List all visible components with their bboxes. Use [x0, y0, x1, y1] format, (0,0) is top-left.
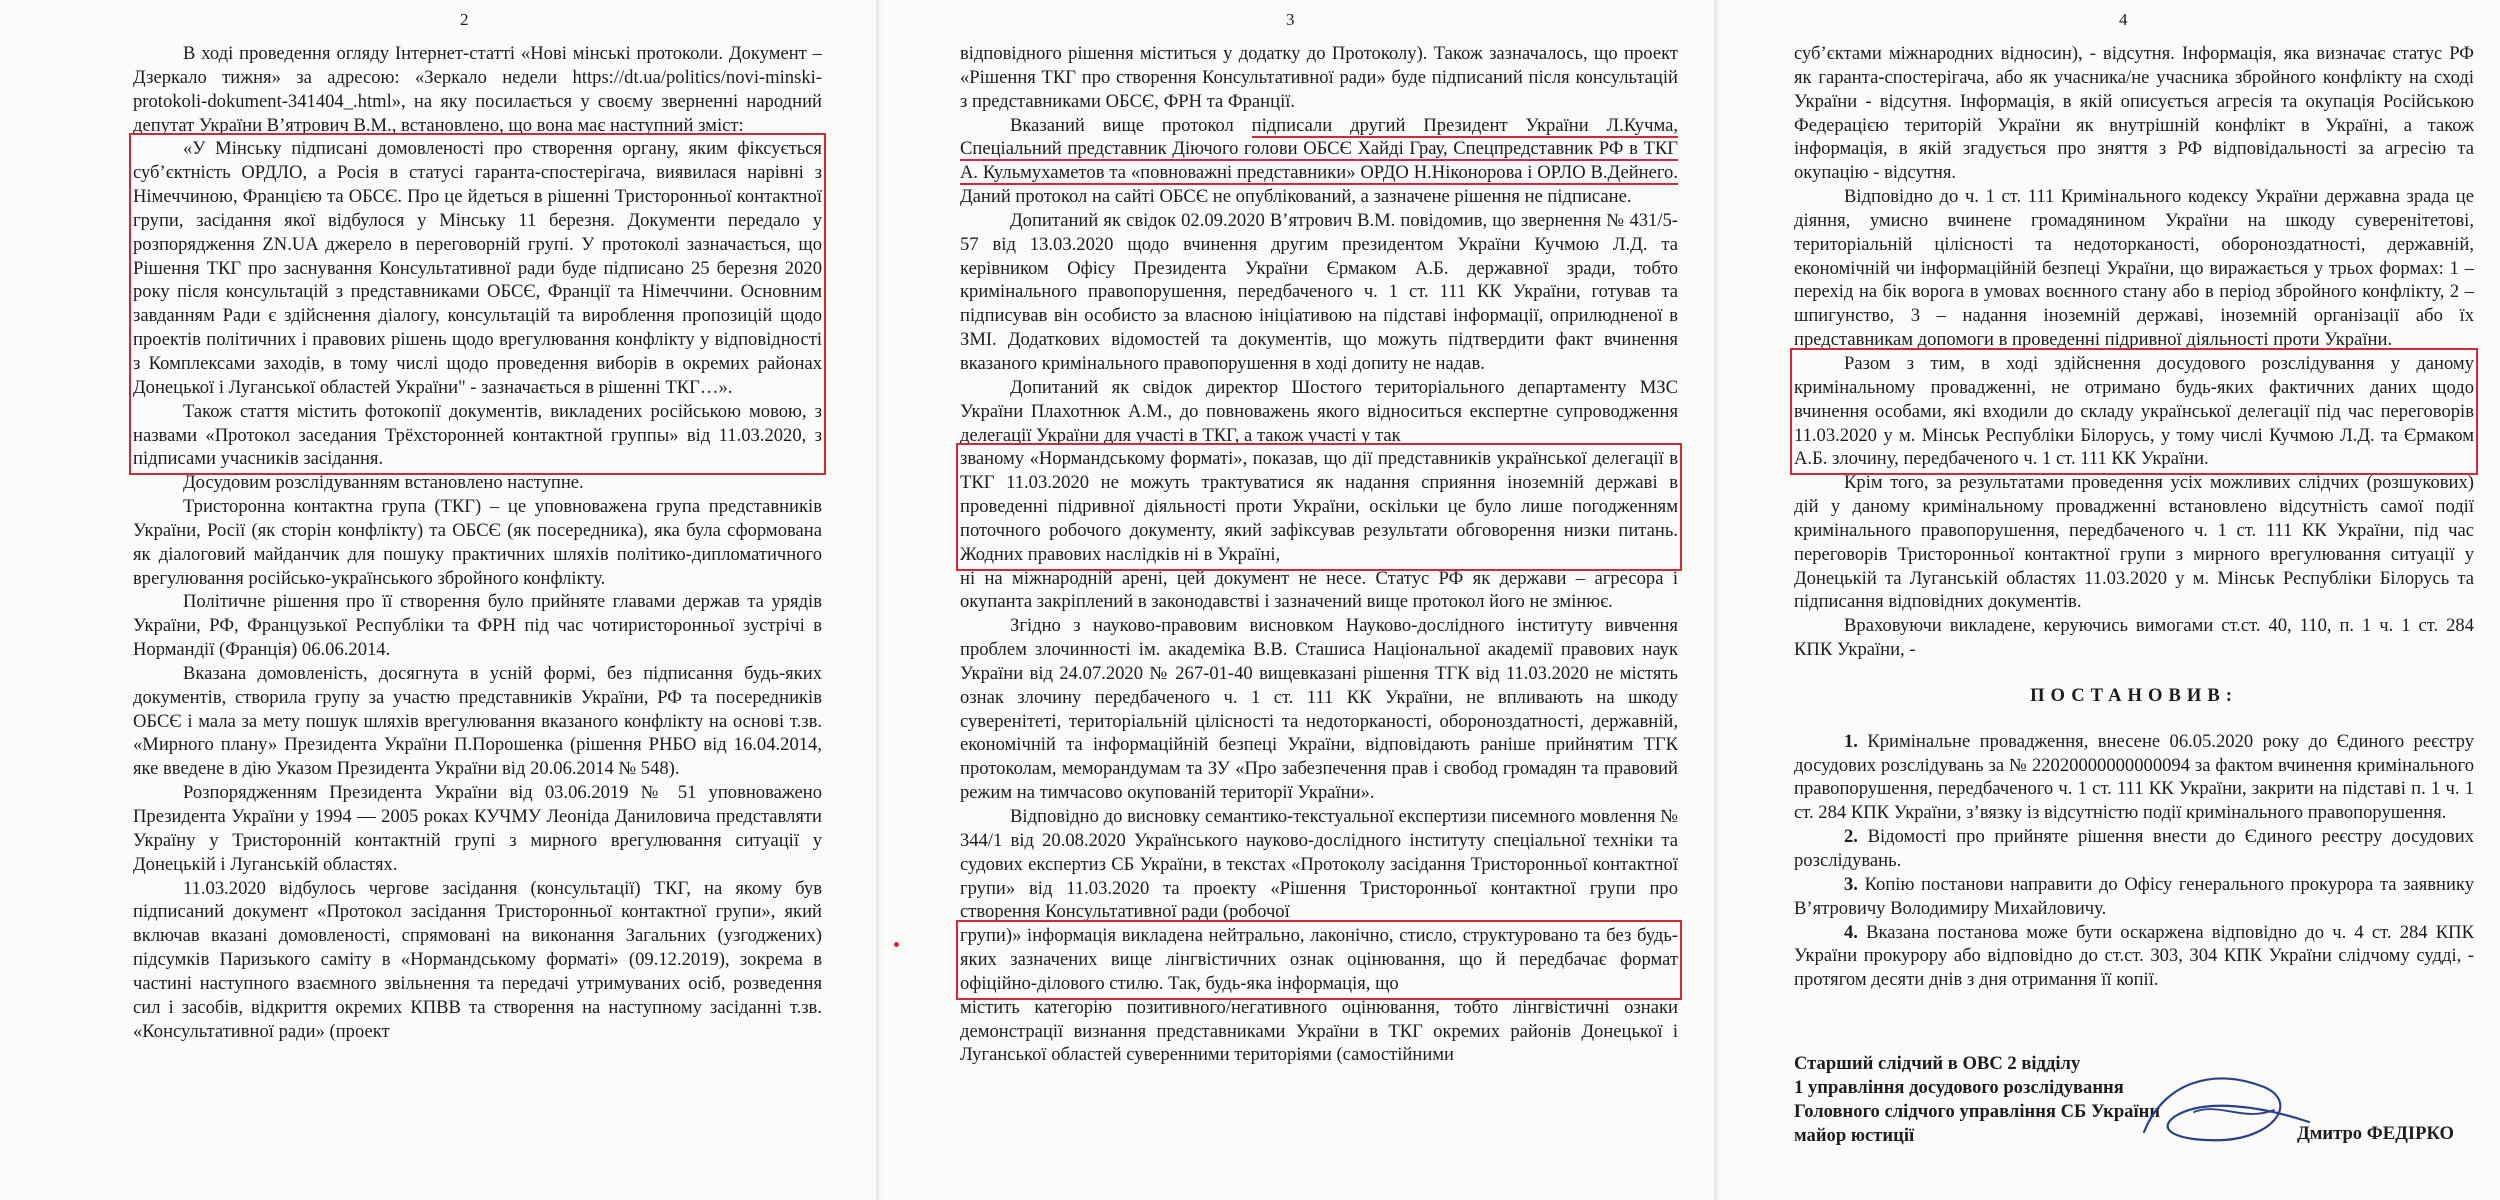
item-number: 3.: [1844, 873, 1858, 895]
item-text: Копію постанови направити до Офісу генерального прокурора та заявнику В’ятровичу Володимиру Михайловичу.: [1794, 873, 2474, 919]
signatory-name: Дмитро ФЕДІРКО: [2296, 1122, 2454, 1144]
paragraph: відповідного рішення міститься у додатку до Протоколу). Також зазначалось, що проект «Рішення ТКГ про створення Консультативної ради» буде підписаний після консультацій з представниками ОБСЄ, ФРН та Франції.: [960, 43, 1678, 112]
document-page-2: [0, 0, 876, 1200]
paragraph: Вказана домовленість, досягнута в усній формі, без підписання будь-яких документів, створила групу за участю представників України, РФ та посередників ОБСЄ і мала за мету пошук шляхів врегулювання вказаного конфлікту на основі т.зв. «Мирного плану» Президента України П.Порошенка (рішення РНБО від 16.04.2014, яке введене в дію Указом Президента України від 20.06.2014 № 548).: [133, 662, 822, 780]
paragraph: Відповідно до висновку семантико-текстуальної експертизи писемного мовлення № 344/1 від 20.08.2020 Українського науково-дослідного інституту спеціальної техніки та судових експертиз СБ України, в текстах «Протоколу засідання Тристоронньої контактної групи» від 11.03.2020 та проекту «Рішення Тристоронньої контактної групи про створення Консультативної ради (робочої: [960, 806, 1678, 923]
page-number: 4: [2119, 10, 2128, 29]
page-body: [960, 42, 1678, 1067]
paragraph: Враховуючи викладене, керуючись вимогами ст.ст. 40, 110, п. 1 ч. 1 ст. 284 КПК України, -: [1794, 615, 2474, 661]
paragraph: 11.03.2020 відбулось чергове засідання (консультації) ТКГ, на якому був підписаний документ «Протокол засідання Тристоронньої контактної групи», який включав вказані домовленості, спрямовані на виконання Загальних (узгоджених) підсумків Паризького саміту в «Нормандському форматі» (09.12.2019), зокрема в частині наступного взаємного звільнення та передачі утримуваних осіб, розведення сил і засобів, відкриття окремих КПВВ та створення на наступному засіданні т.зв. «Консультативної ради» (проект: [133, 877, 822, 1042]
resolution-item: [1794, 873, 2474, 921]
paragraph: Розпорядженням Президента України від 03.06.2019 № 51 уповноважено Президента України у 1994 — 2005 роках КУЧМУ Леоніда Даниловича представляти Україну у Тристоронній контактній групі з мирного врегулювання ситуації у Донецькій і Луганській областях.: [133, 782, 822, 875]
red-mark: [894, 942, 899, 947]
paragraph: Згідно з науково-правовим висновком Науково-дослідного інституту вивчення проблем злочинності ім. академіка В.В. Сташиса Національної академії правових наук України від 24.07.2020 № 267-01-40 вищевказані рішення ТГК від 11.03.2020 не містять ознак злочину передбаченого ч. 1 ст. 111 КК України, не впливають на шкоду суверенітеті, територіальній цілісності та недоторканості, обороноздатності, державній, економічній та інформаційній безпеці України, відповідають раніше прийнятим ТГК протоколам, меморандумам та ЗУ «Про забезпечення прав і свобод громадян та правовий режим на тимчасово окупованій території України».: [960, 615, 1678, 804]
page-body: [1794, 42, 2474, 1147]
resolution-item: [1794, 921, 2474, 993]
paragraph: [960, 114, 1678, 209]
signatory-title: Головного слідчого управління СБ України: [1794, 1100, 2161, 1122]
paragraph: містить категорію позитивного/негативного оцінювання, тобто лінгвістичні ознаки демонстрації визнання представниками України в ТКГ окремих районів Донецької і Луганської областей суверенними територіями (самостійними: [960, 996, 1678, 1066]
paragraph: Допитаний як свідок директор Шостого територіального департаменту МЗС України Плахотнюк А.М., до повноважень якого відноситься експертне супроводження делегації України для участі в ТКГ, а також участі у так: [960, 376, 1678, 446]
item-number: 2.: [1844, 826, 1858, 848]
signatory-title: 1 управління досудового розслідування: [1794, 1076, 2124, 1098]
resolution-item: [1794, 730, 2474, 825]
handwritten-signature-icon: [2124, 1062, 2324, 1152]
page-number: 2: [460, 10, 469, 29]
signature-block: [1794, 1052, 2474, 1147]
item-text: Відомості про прийняте рішення внести до Єдиного реєстру досудових розслідувань.: [1794, 826, 2474, 871]
paragraph: «У Мінську підписані домовленості про створення органу, яким фіксується суб’єктність ОРДЛО, а Росія в статусі гаранта-спостерігача, виявилася нарівні з Німеччиною, Францією та ОБСЄ. Про це йдеться в рішенні Тристоронньої контактної групи, засідання якої відбулося у Мінську 11 березня. Документи передало у розпорядження ZN.UA джерело в переговорній групі. У протоколі зазначається, що Рішення ТКГ про заснування Консультативної ради буде підписано 25 березня 2020 року після консультацій з представниками ОБСЄ, Франції та Німеччини. Основним завданням Ради є здійснення діалогу, консультацій та вироблення пропозицій щодо проектів політичних і правових рішень щодо врегулювання конфлікту у відповідності з Комплексами заходів, в тому числі щодо проведення виборів в окремих районах Донецької і Луганської областей України" - зазначається в рішенні ТКГ…».: [133, 138, 822, 398]
paragraph: Тристоронна контактна група (ТКГ) – це уповноважена група представників України, Росії (як сторін конфлікту) та ОБСЄ (як посередника), яка була сформована як діалоговий майданчик для пошуку практичних шляхів політико-дипломатичного врегулювання російсько-українського збройного конфлікту.: [133, 496, 822, 589]
item-number: 1.: [1844, 730, 1858, 752]
resolution-title: ПОСТАНОВИВ:: [2030, 684, 2238, 706]
highlighted-conclusion: [1794, 352, 2474, 471]
item-number: 4.: [1844, 921, 1858, 943]
paragraph: групи)» інформація викладена нейтрально, лаконічно, стисло, структуровано та без будь-яких зазначених вище лінгвістичних ознак оцінювання, що й передбачає формат офіційно-ділового стилю. Так, будь-яка інформація, що: [960, 925, 1678, 994]
text: Даний протокол на сайті ОБСЄ не опублікований, а зазначене рішення не підписане.: [960, 186, 1632, 208]
paragraph: Разом з тим, в ході здійснення досудового розслідування у даному кримінальному провадженні, не отримано будь-яких фактичних даних щодо вчинення особами, які входили до складу української делегації під час переговорів 11.03.2020 у м. Мінськ Республіки Білорусь, у тому числі Кучмою Л.Д. та Єрмаком А.Б. злочину, передбаченого ч. 1 ст. 111 КК України.: [1794, 352, 2474, 470]
document-page-3: [876, 0, 1714, 1200]
paragraph: Політичне рішення про її створення було прийняте главами держав та урядів України, РФ, Французької Республіки та ФРН під час чотиристоронньої зустрічі в Нормандії (Франція) 06.06.2014.: [133, 591, 822, 661]
document-page-4: [1714, 0, 2500, 1200]
paragraph: Досудовим розслідуванням встановлено наступне.: [183, 472, 584, 494]
paragraph: званому «Нормандському форматі», показав, що дії представників української делегації в ТКГ 11.03.2020 не можуть трактуватися як надання сприяння іноземній державі в проведенні підривної діяльності проти України, оскільки це було лише погодженням поточного робочого документу, який зафіксував результати обговорення низки питань. Жодних правових наслідків ні в Україні,: [960, 448, 1678, 565]
paragraph: Крім того, за результатами проведення усіх можливих слідчих (розшукових) дій у даному кримінальному провадженні встановлено відсутність самої події кримінального правопорушення, передбаченого ч. 1 ст. 111 КК України, під час переговорів Тристоронньої контактної групи з мирного врегулювання ситуації у Донецькій та Луганській областях 11.03.2020 у м. Мінськ Республіки Білорусь та підписання відповідних документів.: [1794, 472, 2474, 613]
underlined-signatories: підписали другий Президент України Л.Кучма, Спеціальний представник Діючого голови ОБСЄ Хайді Грау, Спецпредставник РФ в ТКГ А. Кульмухаметов та «повноважні представники» ОРДО Н.Ніконорова і ОРЛО В.Дейнего.: [960, 114, 1678, 184]
paragraph: Допитаний як свідок 02.09.2020 В’ятрович В.М. повідомив, що звернення № 431/5-57 від 13.03.2020 щодо вчинення другим президентом України Кучмою Л.Д. та керівником Офісу Президента України Єрмаком А.Б. державної зради, тобто кримінального правопорушення, передбаченого ч. 1 ст. 111 КК України, готував та підписував він особисто за власною ініціативою на підставі інформації, оприлюдненої в ЗМІ. Додаткових відомостей та документів, що можуть підтвердити факт вчинення вказаного кримінального правопорушення в ході допиту не надав.: [960, 209, 1678, 374]
highlighted-testimony: [960, 447, 1678, 566]
signatory-title: Старший слідчий в ОВС 2 відділу: [1794, 1053, 2081, 1075]
item-text: Вказана постанова може бути оскаржена відповідно до ч. 4 ст. 284 КПК України прокурору або відповідно до ст.ст. 303, 304 КПК України слідчому судді, - протягом десяти днів з дня отримання її копії.: [1794, 921, 2474, 991]
highlighted-quote: [133, 137, 822, 471]
paragraph: Також стаття містить фотокопії документів, викладених російською мовою, з назвами «Протокол заседания Трёхсторонней контактной группы» від 11.03.2020, з підписами учасників засідання.: [133, 400, 822, 470]
paragraph: В ході проведення огляду Інтернет-статті «Нові мінські протоколи. Документ – Дзеркало тижня» за адресою: «Зеркало недели https://dt.ua/politics/novi-minski-protokoli-dokument-341404_.html», на яку посилається у своєму зверненні народний депутат України В’ятрович В.М., встановлено, що вона має наступний зміст:: [133, 43, 822, 136]
signatory-rank: майор юстиції: [1794, 1124, 1915, 1146]
page-number: 3: [1286, 10, 1295, 29]
item-text: Кримінальне провадження, внесене 06.05.2020 року до Єдиного реєстру досудових розслідувань за № 22020000000000094 за фактом вчинення кримінального правопорушення, передбаченого ч. 1 ст. 111 КК України, закрити на підставі п. 1 ч. 1 ст. 284 КПК України, з’вязку із відсутністю події кримінального правопорушення.: [1794, 730, 2475, 824]
paragraph: суб’єктами міжнародних відносин), - відсутня. Інформація, яка визначає статус РФ як гаранта-спостерігача, або як учасника/не учасника збройного конфлікту на сході України - відсутня. Інформація, в якій описується агресія та окупація Російською Федерацією територій України як внутрішній конфлікт в Україні, а також інформація, в якій згадується про зняття з РФ відповідальності за агресію та окупацію - відсутня.: [1794, 43, 2474, 184]
paragraph: ні на міжнародній арені, цей документ не несе. Статус РФ як держави – агресора і окупанта закріплений в законодавстві і зазначений вище протокол його не змінює.: [960, 567, 1678, 613]
text: Вказаний вище протокол: [1010, 114, 1252, 136]
page-body: [133, 42, 822, 1043]
page-edge: [876, 0, 882, 1200]
highlighted-expertise: [960, 924, 1678, 996]
paragraph: Відповідно до ч. 1 ст. 111 Кримінального кодексу України державна зрада це діяння, умисно вчинене громадянином України на шкоду суверенітетові, територіальній цілісності та недоторканості, обороноздатності, державній, економічній чи інформаційній безпеці України, що виражається у трьох формах: 1 – перехід на бік ворога в умовах воєнного стану або в період збройного конфлікту, 2 – шпигунство, 3 – надання іноземній державі, іноземній організації або їх представникам допомоги в проведенні підривної діяльності проти України.: [1794, 186, 2474, 351]
page-edge: [1714, 0, 1720, 1200]
resolution-item: [1794, 825, 2474, 873]
